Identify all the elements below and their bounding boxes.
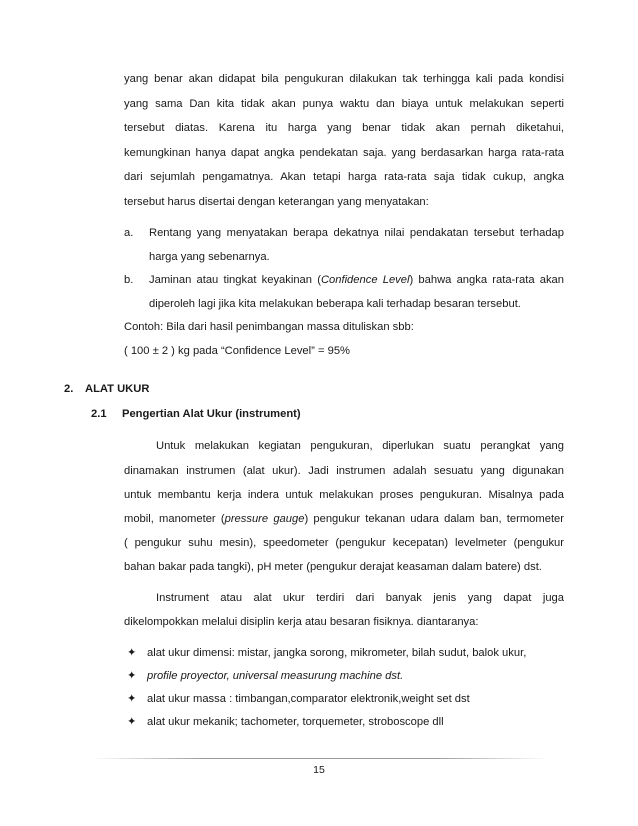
text-line: tersebut diatas. Karena itu harga yang benar tidak akan pernah diketahui, [124, 122, 564, 134]
example-line: Contoh: Bila dari hasil penimbangan massa dituliskan sbb: [124, 321, 414, 333]
text-line: yang sama Dan kita tidak akan punya waktu dan biaya untuk melakukan seperti [124, 98, 564, 110]
list-item-line: diperoleh lagi jika kita melakukan beberapa kali terhadap besaran tersebut. [149, 298, 521, 310]
text-run: ) bahwa angka rata-rata akan [409, 274, 565, 286]
text-line: untuk membantu kerja indera untuk melakukan proses pengukuran. Misalnya pada [124, 489, 564, 501]
section-title: ALAT UKUR [85, 383, 150, 395]
text-line: yang benar akan didapat bila pengukuran dilakukan tak terhingga kali pada kondisi [124, 73, 564, 85]
list-item-line: harga yang sebenarnya. [149, 251, 270, 263]
star-bullet-icon: ✦ [127, 670, 137, 682]
star-bullet-icon: ✦ [127, 647, 137, 659]
list-item-line: Rentang yang menyatakan berapa dekatnya nilai pendakatan tersebut terhadap [149, 227, 564, 239]
text-line: dikelompokkan melalui disiplin kerja atau besaran fisiknya. diantaranya: [124, 616, 479, 628]
footer-divider [90, 758, 550, 759]
text-line: tersebut harus disertai dengan keterangan yang menyatakan: [124, 196, 429, 208]
text-run: Jaminan atau tingkat keyakinan ( [149, 274, 321, 286]
bullet-item: alat ukur dimensi: mistar, jangka sorong, mikrometer, bilah sudut, balok ukur, [147, 647, 527, 659]
emphasis-text: pressure gauge [224, 513, 305, 525]
text-line: bahan bakar pada tangki), pH meter (pengukur derajat keasaman dalam batere) dst. [124, 561, 542, 573]
text-run: ) pengukur tekanan udara dalam ban, termometer [304, 513, 564, 525]
text-line: ( pengukur suhu mesin), speedometer (pengukur kecepatan) levelmeter (pengukur [124, 537, 564, 549]
text-run: mobil, manometer ( [124, 513, 225, 525]
star-bullet-icon: ✦ [127, 716, 137, 728]
text-line [124, 511, 564, 527]
bullet-item: alat ukur massa : timbangan,comparator elektronik,weight set dst [147, 693, 470, 705]
text-line: Untuk melakukan kegiatan pengukuran, diperlukan suatu perangkat yang [156, 440, 564, 452]
page-number: 15 [313, 764, 325, 776]
bullet-item: alat ukur mekanik; tachometer, torquemeter, stroboscope dll [147, 716, 444, 728]
section-number: 2. [64, 383, 74, 395]
subsection-title: Pengertian Alat Ukur (instrument) [122, 408, 301, 420]
emphasis-text: Confidence Level [320, 274, 410, 286]
list-marker: a. [124, 227, 134, 239]
list-marker: b. [124, 274, 134, 286]
text-line: dari sejumlah pengamatnya. Akan tetapi harga rata-rata saja tidak cukup, angka [124, 171, 564, 183]
list-item-line [149, 272, 564, 288]
text-line: kemungkinan hanya dapat angka pendekatan saja. yang berdasarkan harga rata-rata [124, 147, 564, 159]
bullet-item: profile proyector, universal measurung machine dst. [147, 670, 404, 682]
text-line: Instrument atau alat ukur terdiri dari banyak jenis yang dapat juga [156, 592, 564, 604]
star-bullet-icon: ✦ [127, 693, 137, 705]
example-line: ( 100 ± 2 ) kg pada “Confidence Level” = 95% [124, 345, 350, 357]
subsection-number: 2.1 [91, 408, 107, 420]
text-line: dinamakan instrumen (alat ukur). Jadi instrumen adalah sesuatu yang digunakan [124, 465, 564, 477]
